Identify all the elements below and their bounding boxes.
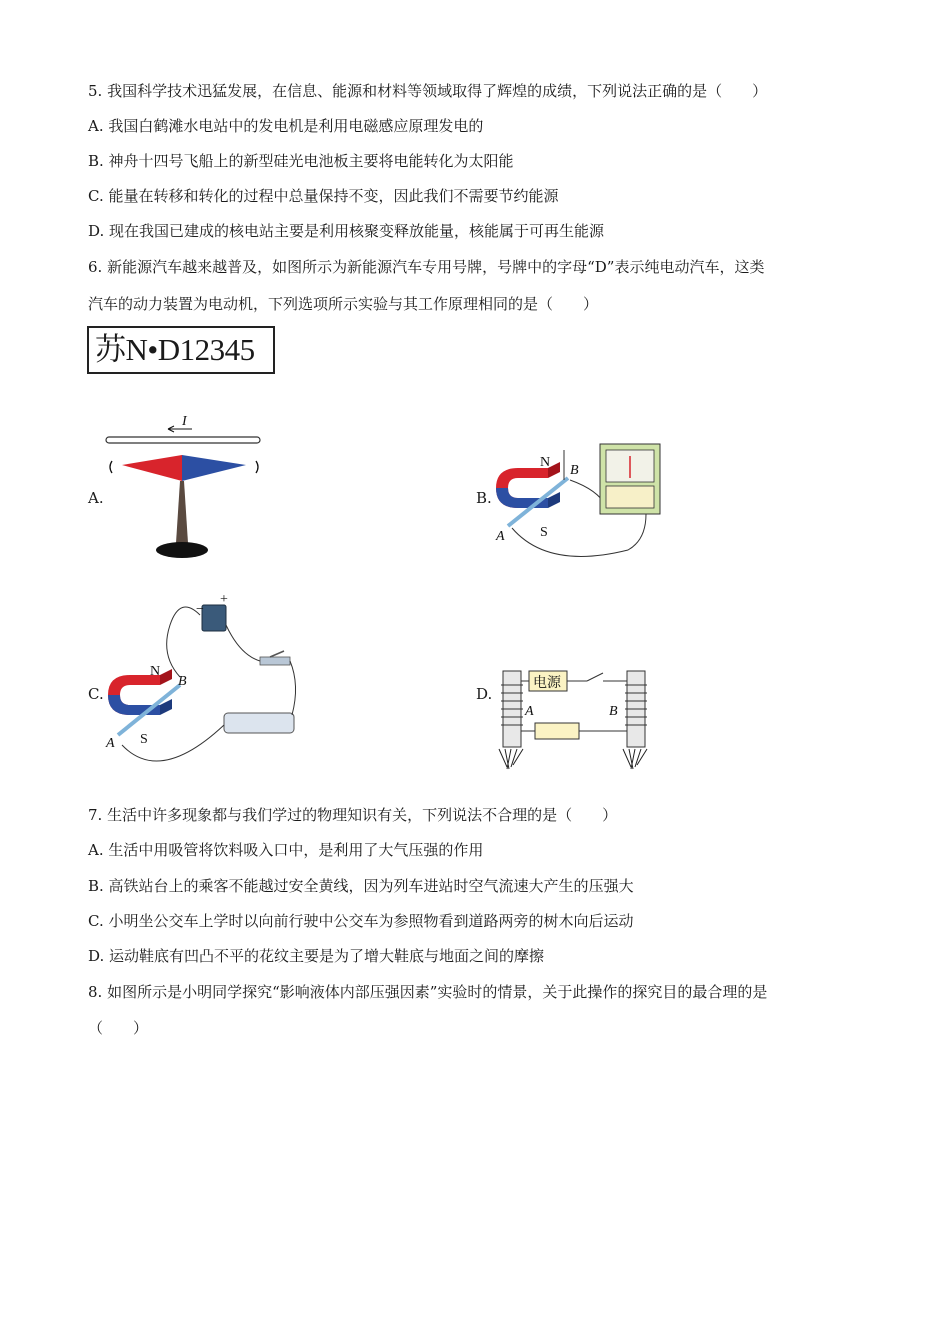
q5-option-b: B. 神舟十四号飞船上的新型硅光电池板主要将电能转化为太阳能 [88, 152, 514, 170]
q5-option-c: C. 能量在转移和转化的过程中总量保持不变，因此我们不需要节约能源 [88, 187, 559, 205]
magnet-n: N [540, 455, 551, 470]
magnet-s: S [540, 525, 548, 540]
figure-b-generator-galvanometer [488, 440, 678, 565]
rod-end-a: A [106, 736, 115, 751]
q7-option-b: B. 高铁站台上的乘客不能越过安全黄线，因为列车进站时空气流速大产生的压强大 [88, 877, 634, 895]
q8-bracket: （ ） [88, 1019, 149, 1037]
q7-option-a: A. 生活中用吸管将饮料吸入口中，是利用了大气压强的作用 [88, 841, 484, 859]
q5-stem: 5. 我国科学技术迅猛发展，在信息、能源和材料等领域取得了辉煌的成绩，下列说法正确的是（ ） [88, 82, 768, 100]
q6-stem-line2: 汽车的动力装置为电动机，下列选项所示实验与其工作原理相同的是（ ） [88, 295, 599, 313]
straight-wire [106, 437, 260, 443]
q6-label-c: C. [88, 685, 104, 703]
battery-icon [202, 605, 226, 631]
figure-d-electromagnets [495, 665, 665, 775]
switch-icon [260, 657, 290, 665]
resistor [535, 723, 579, 739]
magnet-s: S [140, 732, 148, 747]
attracted-pins-a [499, 749, 523, 769]
figure-a-compass-needle [100, 405, 270, 565]
rotate-left-icon [110, 461, 112, 473]
magnet-n: N [150, 664, 161, 679]
q6-label-d: D. [476, 685, 493, 703]
q5-option-d: D. 现在我国已建成的核电站主要是利用核聚变释放能量，核能属于可再生能源 [88, 222, 605, 240]
switch-icon [587, 673, 603, 681]
rod-end-a: A [496, 529, 505, 544]
battery-plus: + [220, 592, 228, 607]
needle-blue-half [182, 455, 246, 481]
q7-option-d: D. 运动鞋底有凹凸不平的花纹主要是为了增大鞋底与地面之间的摩擦 [88, 947, 545, 965]
battery-minus: − [196, 602, 204, 617]
q6-label-a: A. [88, 489, 104, 507]
q6-stem-line1: 6. 新能源汽车越来越普及，如图所示为新能源汽车专用号牌，号牌中的字母“D”表示纯电动汽车，这类 [88, 258, 765, 276]
q5-option-a: A. 我国白鹤滩水电站中的发电机是利用电磁感应原理发电的 [88, 117, 484, 135]
figure-c-motor-circuit [100, 592, 310, 775]
rod-end-b: B [178, 674, 187, 689]
stand-base [156, 542, 208, 558]
current-label: I [182, 414, 187, 429]
power-label: 电源 [533, 676, 561, 691]
q7-option-c: C. 小明坐公交车上学时以向前行驶中公交车为参照物看到道路两旁的树木向后运动 [88, 912, 634, 930]
q8-stem: 8. 如图所示是小明同学探究“影响液体内部压强因素”实验时的情景，关于此操作的探究目的最合理的是 [88, 983, 768, 1001]
rod-end-b: B [570, 463, 579, 478]
q7-stem: 7. 生活中许多现象都与我们学过的物理知识有关，下列说法不合理的是（ ） [88, 806, 618, 824]
coil-b-label: B [609, 704, 618, 719]
coil-a-label: A [525, 704, 534, 719]
rotate-right-icon [256, 461, 258, 473]
needle-red-half [122, 455, 182, 481]
attracted-pins-b [623, 749, 647, 769]
q6-label-b: B. [476, 489, 492, 507]
license-plate: 苏N•D12345 [87, 326, 275, 374]
rheostat-icon [224, 713, 294, 733]
